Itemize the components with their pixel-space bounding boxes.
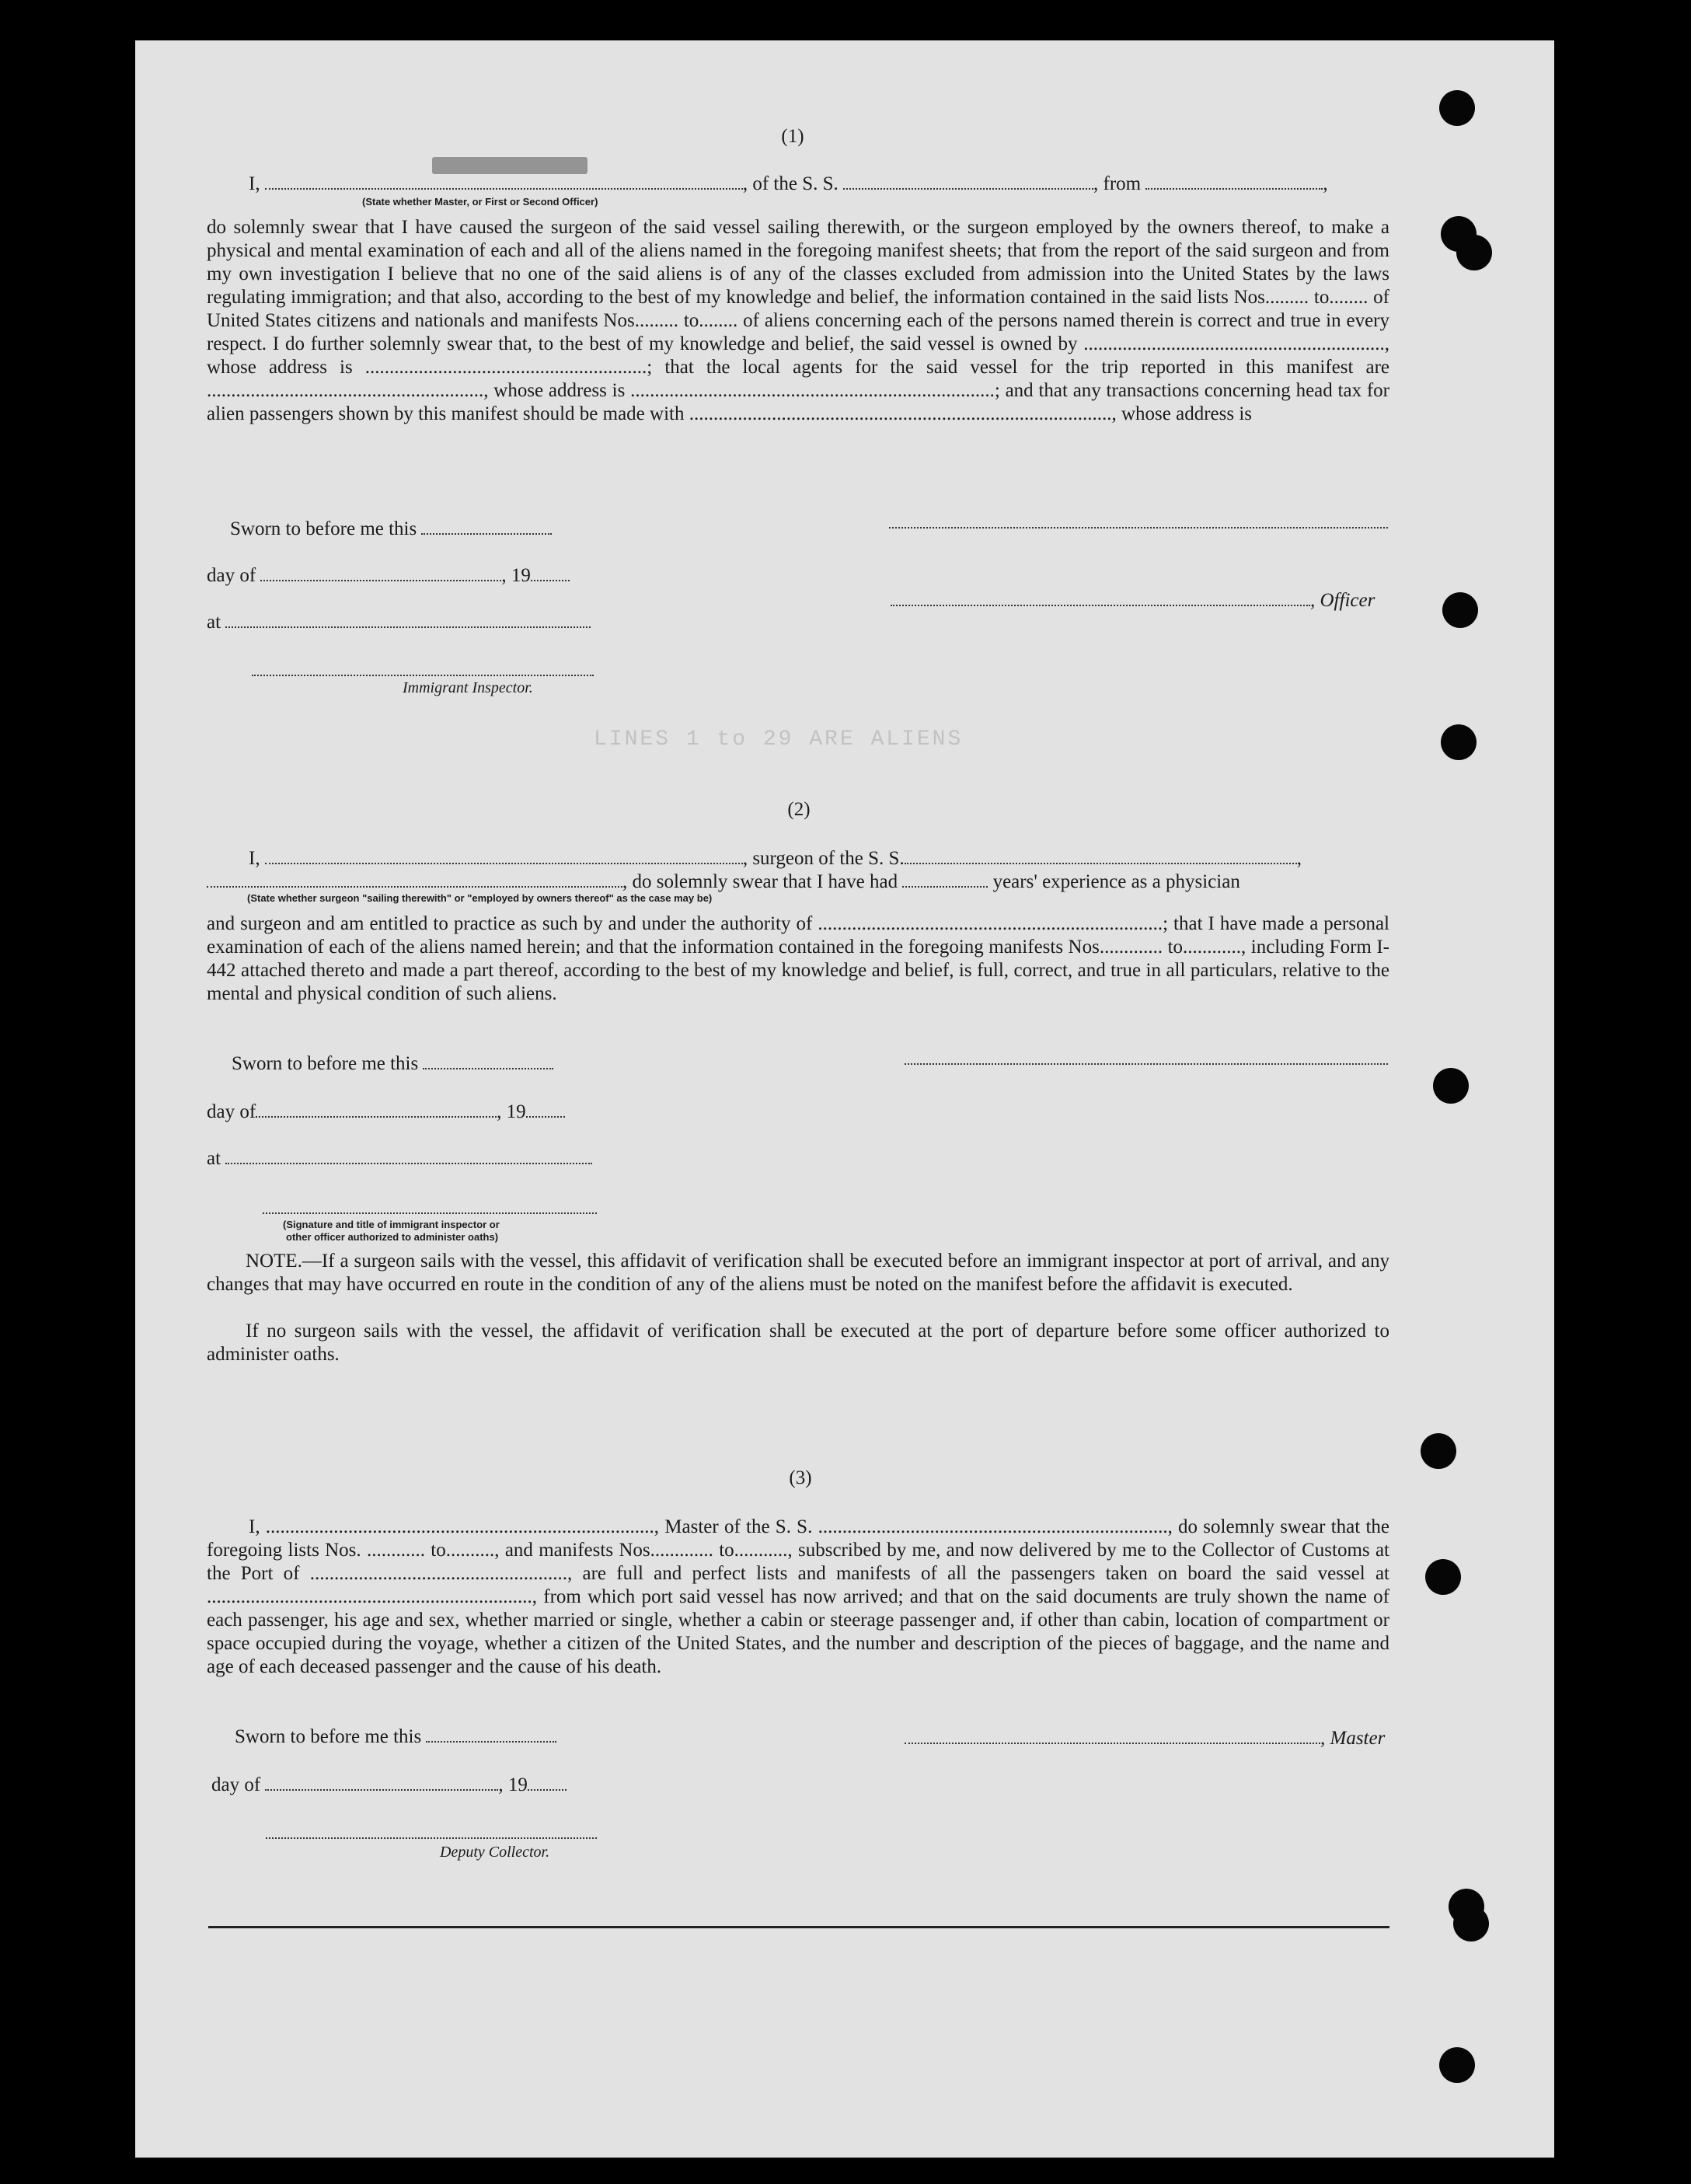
punch-hole [1439,2047,1475,2083]
at-line-2: at [207,1147,592,1170]
punch-hole [1433,1068,1469,1104]
section-2-line-2: , do solemnly swear that I have had years' experience as a physician [207,870,1240,894]
section-3-body: I, ................................................................................, Master of the S. S. ........................................................................, do solemnly swear that the foregoing lists Nos. ............ to.........., and manifests Nos............. to..........., subscribed by me, and now delivered by me to the Collector of Customs at the Port of ....................................................., are full and perfect lists and manifests of all the passengers taken on board the said vessel at ..................................................................., from which port said vessel has now arrived; and that on the said documents are truly shown the name of each passenger, his age and sex, whether married or single, whether a cabin or steerage passenger and, if other than cabin, location of compartment or space occupied during the voyage, whether a citizen of the United States, and the number and description of the pieces of baggage, and the name and age of each deceased passenger and the cause of his death. [207,1516,1389,1677]
punch-hole [1456,235,1492,270]
section-2-caption: (State whether surgeon "sailing therewith" or "employed by owners thereof" as the case may be) [247,892,713,904]
surgeon-signature-line [905,1063,1388,1065]
collector-label: Deputy Collector. [440,1844,550,1861]
from-label: , from [1093,173,1142,194]
section-1-line-1: I, , of the S. S. , from , [249,173,1328,194]
master-label: , Master [1320,1728,1386,1749]
punch-hole [1453,1906,1489,1942]
day-field[interactable] [260,566,501,581]
sworn-line-2: Sworn to before me this [232,1052,553,1076]
day-line-3: day of , 19 [211,1774,567,1797]
inspector-label: Immigrant Inspector. [403,679,533,696]
punch-hole [1441,724,1477,760]
name-field[interactable] [265,174,743,190]
sworn-date-field[interactable] [421,519,552,535]
ship-field[interactable] [843,174,1093,190]
officer-label: , Officer [1310,590,1375,611]
note-paragraph-1: NOTE.—If a surgeon sails with the vessel, this affidavit of verification shall be executed before an immigrant inspector at port of arrival, and any changes that may have occurred en route in the condition of any of the aliens must be noted on the manifest before the affidavit is executed. [207,1251,1389,1295]
note-label: NOTE. [246,1251,302,1272]
years-field[interactable] [902,872,988,888]
surgeon-type-field[interactable] [207,872,622,888]
day-line-2: day of , 19 [207,1101,565,1124]
at-line-1: at [207,611,591,634]
punch-hole [1421,1433,1456,1469]
note-paragraph-2: If no surgeon sails with the vessel, the affidavit of verification shall be executed at the port of departure before some officer authorized to administer oaths. [207,1321,1389,1365]
sworn-line-3: Sworn to before me this [235,1725,556,1749]
i-label: I, [249,173,260,194]
handwritten-signature [432,157,587,174]
sworn-line-1: Sworn to before me this [230,518,552,541]
section-2-line-1: I, , surgeon of the S. S. , [249,848,1302,869]
section-2-body: and surgeon and am entitled to practice as such by and under the authority of .......................................................................; that I have made a personal examination of each of the aliens named herein; and that the information contained in the foregoing manifests Nos............. to............, including Form I-442 attached thereto and made a part thereof, according to the best of my knowledge and belief, is full, correct, and true in all particulars, relative to the mental and physical condition of such aliens. [207,913,1389,1004]
faint-stamp: LINES 1 to 29 ARE ALIENS [594,727,964,752]
from-field[interactable] [1145,174,1323,190]
officer-line [891,589,1375,612]
section-3-number: (3) [789,1467,812,1488]
punch-hole [1425,1559,1461,1595]
administrator-signature-line [263,1212,597,1214]
officer-signature-line [889,527,1388,529]
inspector-signature-line [252,675,594,676]
signature-caption-1: (Signature and title of immigrant inspector or [283,1219,500,1230]
master-line [905,1727,1385,1750]
signature-caption-2: other officer authorized to administer oaths) [286,1231,499,1243]
manifest-page [135,40,1554,2158]
surgeon-name-field[interactable] [265,849,743,864]
punch-hole [1439,90,1475,126]
collector-signature-line [266,1837,597,1839]
bottom-rule [208,1926,1389,1928]
section-2-number: (2) [787,799,811,820]
ship-label: , of the S. S. [742,173,839,194]
section-1-caption: (State whether Master, or First or Second Officer) [362,196,598,208]
place-field[interactable] [225,612,591,628]
section-1-body: do solemnly swear that I have caused the surgeon of the said vessel sailing therewith, or the surgeon employed by the owners thereof, to make a physical and mental examination of each and all of the aliens named in the foregoing manifest sheets; that from the report of the said surgeon and from my own investigation I believe that no one of the said aliens is of any of the classes excluded from admission into the United States by the laws regulating immigration; and that also, according to the best of my knowledge and belief, the information contained in the said lists Nos......... to........ of United States citizens and nationals and manifests Nos......... to........ of aliens concerning each of the persons named therein is correct and true in every respect. I do further solemnly swear that, to the best of my knowledge and belief, the said vessel is owned by .............................................................., whose address is ..........................................................; that the local agents for the said vessel for the trip reported in this manifest are ........................................................., whose address is ...........................................................................; and that any transactions concerning head tax for alien passengers shown by this manifest should be made with ......................................................................................., whose address is [207,217,1389,424]
punch-hole [1442,592,1478,628]
section-1-number: (1) [781,126,804,147]
surgeon-ship-field[interactable] [905,849,1297,864]
day-line-1: day of , 19 [207,564,570,588]
